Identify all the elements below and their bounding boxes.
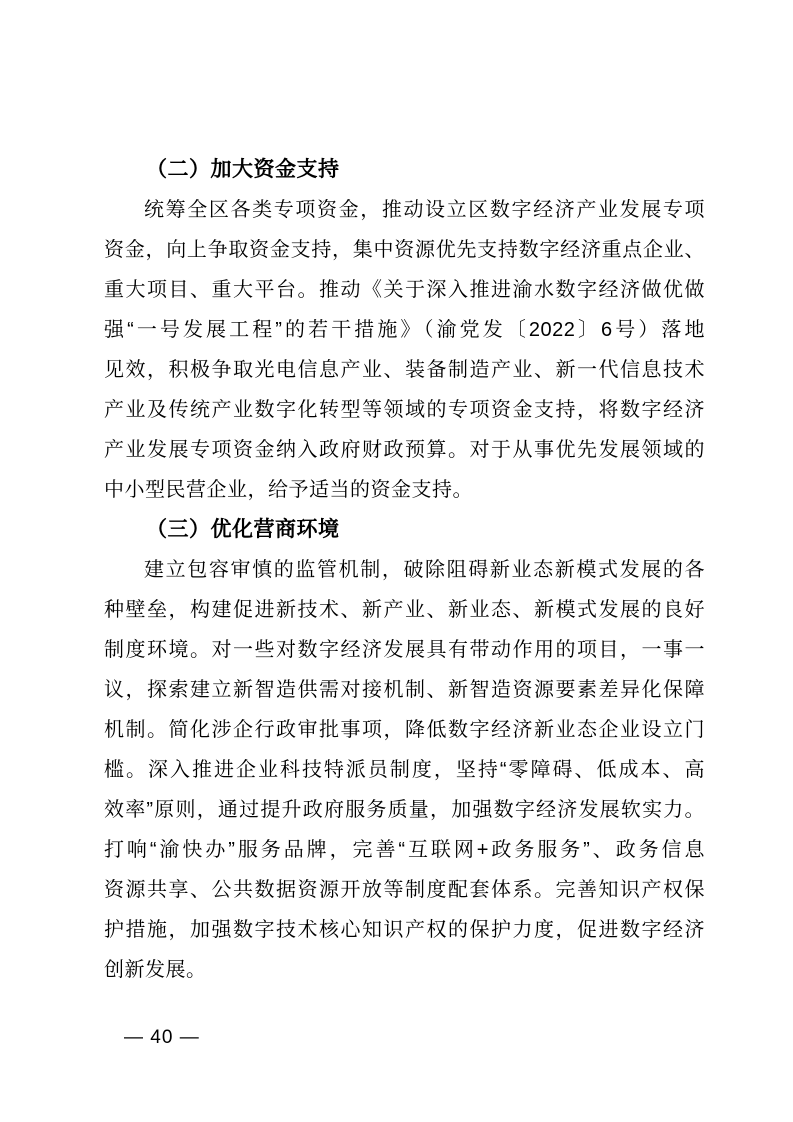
section-heading-2: （二）加大资金支持: [146, 158, 340, 181]
paragraph-line: 资源共享、公共数据资源开放等制度配套体系。完善知识产权保: [104, 879, 705, 901]
paragraph-line: 资金，向上争取资金支持，集中资源优先支持数字经济重点企业、: [104, 239, 705, 261]
paragraph-line: 种壁垒，构建促进新技术、新产业、新业态、新模式发展的良好: [104, 599, 705, 621]
paragraph-line: 槛。深入推进企业科技特派员制度，坚持“零障碍、低成本、高: [104, 759, 705, 781]
section-heading-3: （三）优化营商环境: [146, 518, 340, 541]
paragraph-line: 机制。简化涉企行政审批事项，降低数字经济新业态企业设立门: [104, 719, 705, 741]
paragraph-line: 统筹全区各类专项资金，推动设立区数字经济产业发展专项: [144, 199, 705, 221]
paragraph-line: 建立包容审慎的监管机制，破除阻碍新业态新模式发展的各: [144, 559, 705, 581]
paragraph-line: 强“一号发展工程”的若干措施》（渝党发〔2022〕6号）落地: [104, 319, 705, 341]
paragraph-line: 重大项目、重大平台。推动《关于深入推进渝水数字经济做优做: [104, 279, 705, 301]
paragraph-line: 效率”原则，通过提升政府服务质量，加强数字经济发展软实力。: [104, 799, 705, 821]
paragraph-line: 护措施，加强数字技术核心知识产权的保护力度，促进数字经济: [104, 919, 705, 941]
paragraph-line: 产业及传统产业数字化转型等领域的专项资金支持，将数字经济: [104, 399, 705, 421]
paragraph-line: 打响“渝快办”服务品牌，完善“互联网+政务服务”、政务信息: [104, 839, 705, 861]
paragraph-line: 中小型民营企业，给予适当的资金支持。: [104, 479, 473, 501]
page-number: — 40 —: [124, 1027, 200, 1048]
paragraph-line: 制度环境。对一些对数字经济发展具有带动作用的项目，一事一: [104, 639, 705, 661]
paragraph-line: 创新发展。: [104, 959, 207, 981]
paragraph-line: 议，探索建立新智造供需对接机制、新智造资源要素差异化保障: [104, 679, 705, 701]
paragraph-line: 产业发展专项资金纳入政府财政预算。对于从事优先发展领域的: [104, 439, 705, 461]
document-body: [104, 150, 705, 990]
paragraph-line: 见效，积极争取光电信息产业、装备制造产业、新一代信息技术: [104, 359, 705, 381]
